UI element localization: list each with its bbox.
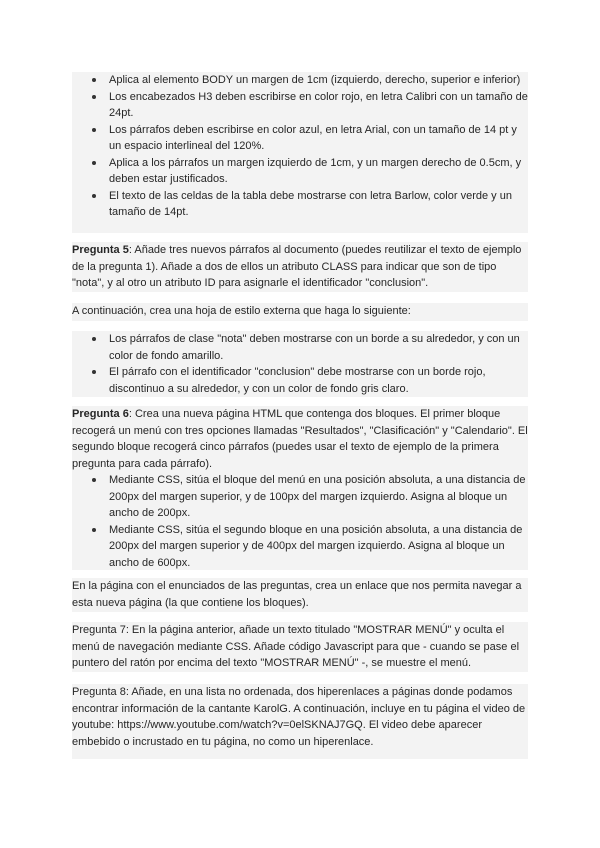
question-6-label: Pregunta 6	[72, 408, 129, 420]
link-instruction	[72, 578, 528, 612]
question-5	[72, 242, 528, 292]
question-7	[72, 622, 528, 672]
list-item: Aplica a los párrafos un margen izquierdo de 1cm, y un margen derecho de 0.5cm, y deben estar justificados.	[72, 155, 528, 188]
question-6	[72, 406, 528, 570]
list-item: Los encabezados H3 deben escribirse en color rojo, en letra Calibri con un tamaño de 24pt.	[72, 89, 528, 122]
stylesheet-rules-list-block	[72, 331, 528, 397]
question-7-paragraph: Pregunta 7: En la página anterior, añade un texto titulado "MOSTRAR MENÚ" y oculta el menú de navegación mediante CSS. Añade código Javascript para que - cuando se pase el puntero del ratón por encima del texto "MOSTRAR MENÚ" -, se muestre el menú.	[72, 624, 520, 669]
question-8	[72, 684, 528, 759]
intro-paragraph: A continuación, crea una hoja de estilo externa que haga lo siguiente:	[72, 305, 411, 317]
list-item: Mediante CSS, sitúa el segundo bloque en una posición absoluta, a una distancia de 200px del margen superior y de 400px del margen izquierdo. Asigna al bloque un ancho de 600px.	[72, 522, 528, 572]
question-6-text: : Crea una nueva página HTML que contenga dos bloques. El primer bloque recogerá un menú con tres opciones llamadas "Resultados", "Clasificación" y "Calendario". El segundo bloque recogerá cinco párrafos (puedes usar el texto de ejemplo de la primera pregunta para cada párrafo).	[72, 408, 528, 470]
list-item: El párrafo con el identificador "conclusion" debe mostrarse con un borde rojo, discontinuo a su alrededor, y con un color de fondo gris claro.	[72, 364, 528, 397]
question-8-paragraph: Pregunta 8: Añade, en una lista no ordenada, dos hiperenlaces a páginas donde podamos encontrar información de la cantante KarolG. A continuación, incluye en tu página el video de youtube: https://www.youtube.com/watch?v=0elSKNAJ7GQ. El video debe aparecer embebido o incrustado en tu página, no como un hiperenlace.	[72, 686, 526, 748]
css-rules-list	[72, 72, 528, 221]
question-5-text: : Añade tres nuevos párrafos al documento (puedes reutilizar el texto de ejemplo de la pregunta 1). Añade a dos de ellos un atributo CLASS para indicar que son de tipo "nota", y al otro un atributo ID para asignarle el identificador "conclusion".	[72, 244, 522, 289]
css-rules-list-block	[72, 72, 528, 233]
stylesheet-rules-list	[72, 331, 528, 397]
positioning-rules-list	[72, 472, 528, 571]
list-item: Aplica al elemento BODY un margen de 1cm (izquierdo, derecho, superior e inferior)	[72, 72, 528, 89]
question-5-label: Pregunta 5	[72, 244, 129, 256]
link-instruction-paragraph: En la página con el enunciados de las preguntas, crea un enlace que nos permita navegar a esta nueva página (la que contiene los bloques).	[72, 580, 522, 609]
question-6-paragraph	[72, 406, 528, 472]
question-5-paragraph	[72, 242, 528, 292]
intro-external-stylesheet	[72, 303, 528, 321]
list-item: El texto de las celdas de la tabla debe mostrarse con letra Barlow, color verde y un tamaño de 14pt.	[72, 188, 528, 221]
list-item: Los párrafos deben escribirse en color azul, en letra Arial, con un tamaño de 14 pt y un espacio interlineal del 120%.	[72, 122, 528, 155]
list-item: Mediante CSS, sitúa el bloque del menú en una posición absoluta, a una distancia de 200px del margen superior, y de 100px del margen izquierdo. Asigna al bloque un ancho de 200px.	[72, 472, 528, 522]
list-item: Los párrafos de clase "nota" deben mostrarse con un borde a su alrededor, y con un color de fondo amarillo.	[72, 331, 528, 364]
